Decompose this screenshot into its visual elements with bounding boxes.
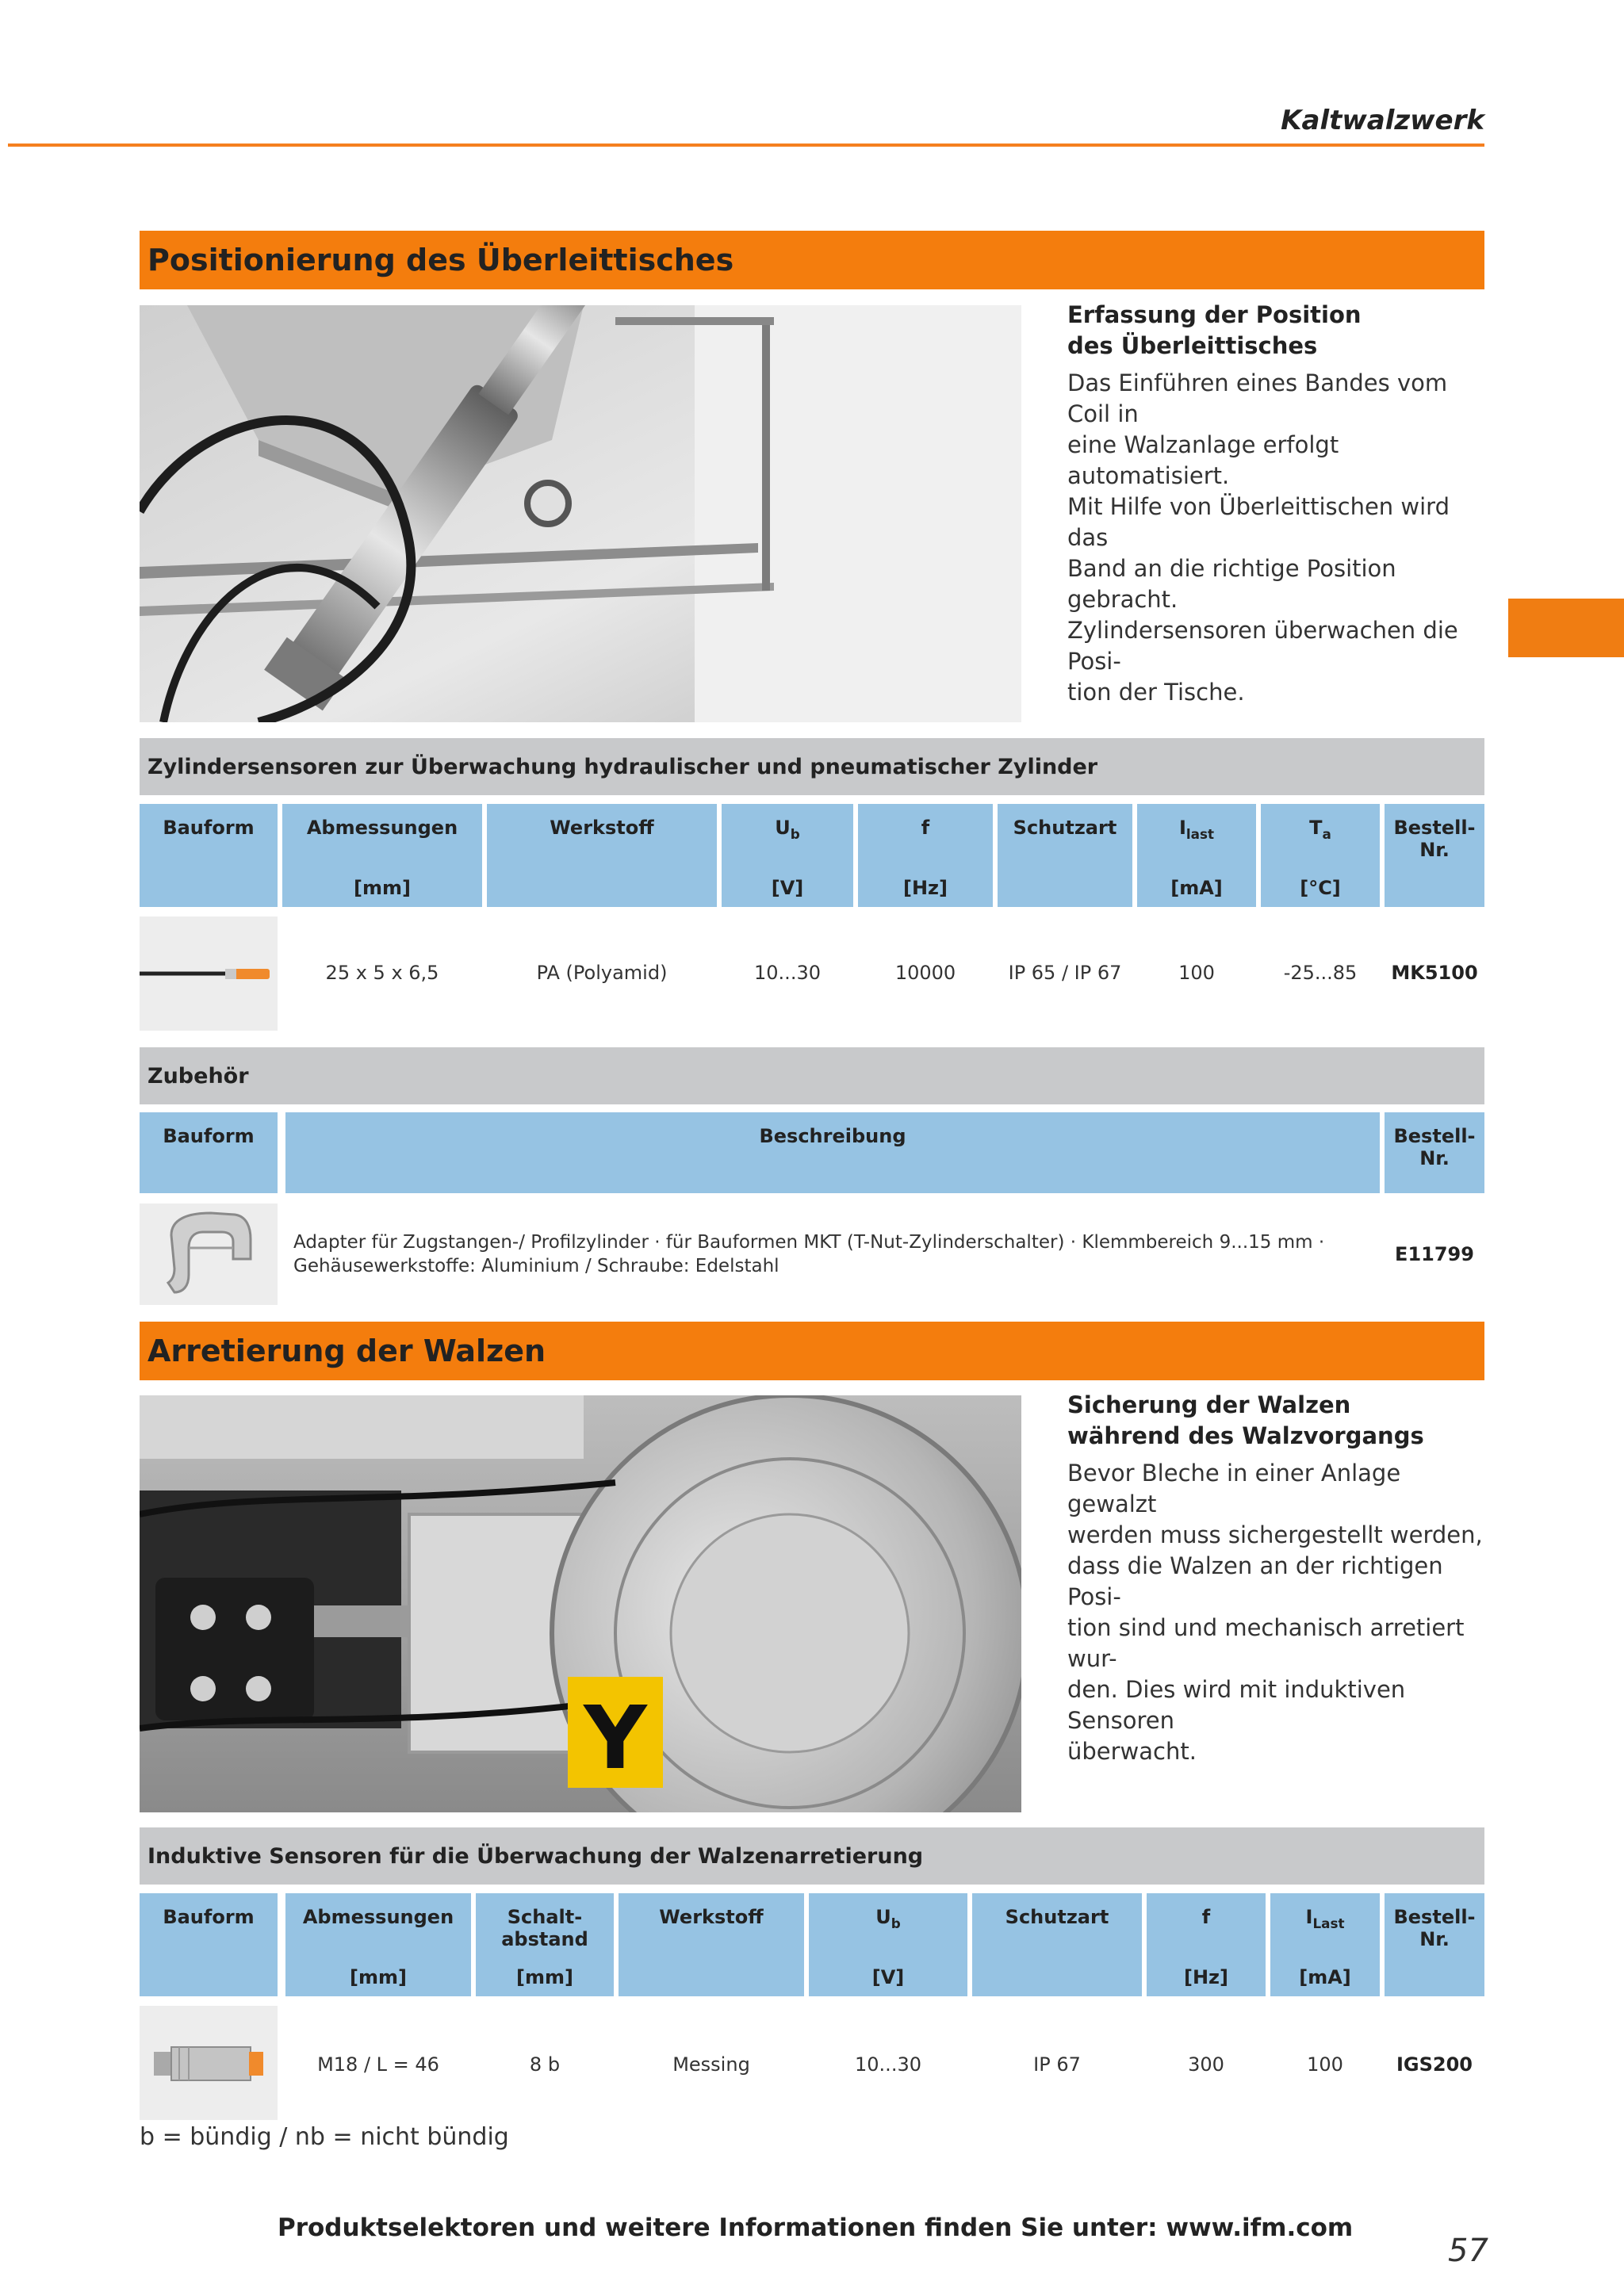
intro-text-line: Band an die richtige Position gebracht. <box>1067 555 1396 613</box>
column-header-ilast: $I_{Last}$ [mA] <box>1270 1893 1380 1996</box>
cell-ta: -25...85 <box>1283 962 1358 984</box>
intro-title: Erfassung der Position <box>1067 301 1362 328</box>
table-title-induktive-sensoren: Induktive Sensoren für die Überwachung der Walzenarretierung <box>140 1827 1484 1885</box>
column-header-f: f [Hz] <box>858 804 993 907</box>
column-header-werkstoff: Werkstoff <box>487 804 717 907</box>
intro-title: des Überleittisches <box>1067 332 1318 359</box>
page-number: 57 <box>1448 2233 1488 2269</box>
intro-text-line: Zylindersensoren überwachen die Posi- <box>1067 617 1458 675</box>
cell-werkstoff: PA (Polyamid) <box>536 962 668 984</box>
column-header-bestellnr: Bestell- Nr. <box>1385 1893 1484 1996</box>
section-title-arretierung: Arretierung der Walzen <box>140 1322 1484 1380</box>
column-header-bauform: Bauform <box>140 1893 278 1996</box>
intro-text-line: tion der Tische. <box>1067 679 1245 706</box>
column-header-bauform: Bauform <box>140 1112 278 1193</box>
cell-f: 10000 <box>894 962 956 984</box>
inductive-sensor-icon <box>140 2006 278 2120</box>
cell-ilast: 100 <box>1307 2053 1343 2076</box>
column-header-schutzart: Schutzart <box>972 1893 1142 1996</box>
product-image-e11799 <box>140 1203 278 1305</box>
cell-bestellnr: E11799 <box>1395 1243 1474 1265</box>
photo-walzenarretierung-illustration <box>140 1395 1021 1812</box>
intro-text-line: überwacht. <box>1067 1738 1197 1765</box>
section-title-positionierung: Positionierung des Überleittisches <box>140 231 1484 289</box>
intro-text-line: Mit Hilfe von Überleittischen wird das <box>1067 493 1450 551</box>
photo-ueberleittisch <box>140 305 1021 722</box>
column-header-bauform: Bauform <box>140 804 278 907</box>
intro-text-line: eine Walzanlage erfolgt automatisiert. <box>1067 431 1339 489</box>
table-title-zylindersensoren: Zylindersensoren zur Überwachung hydraulischer und pneumatischer Zylinder <box>140 738 1484 795</box>
intro-text-line: den. Dies wird mit induktiven Sensoren <box>1067 1676 1406 1734</box>
header-rule <box>8 144 1484 147</box>
column-header-ilast: $I_{last}$ [mA] <box>1137 804 1256 907</box>
intro-section2 <box>1067 1390 1484 1767</box>
cell-ub: 10...30 <box>855 2053 921 2076</box>
column-header-werkstoff: Werkstoff <box>619 1893 804 1996</box>
column-header-ub: $U_b$ [V] <box>722 804 853 907</box>
cell-bestellnr: IGS200 <box>1396 2053 1473 2076</box>
table-title-zubehoer: Zubehör <box>140 1047 1484 1104</box>
column-header-bestellnr: Bestell- Nr. <box>1385 1112 1484 1193</box>
sign-letter: Y <box>584 1687 647 1789</box>
photo-walzenarretierung <box>140 1395 1021 1812</box>
column-header-abmessungen: Abmessungen [mm] <box>282 804 482 907</box>
cell-schutzart: IP 67 <box>1033 2053 1081 2076</box>
column-header-ta: $T_a$ [°C] <box>1261 804 1380 907</box>
cell-f: 300 <box>1188 2053 1224 2076</box>
intro-section1 <box>1067 300 1484 708</box>
cell-beschreibung: Adapter für Zugstangen-/ Profilzylinder · für Bauformen MKT (T-Nut-Zylinderschalter) · Klemmbereich 9...15 mm · Gehäusewerkstoffe: Aluminium / Schraube: Edelstahl <box>293 1232 1325 1276</box>
adapter-icon <box>140 1203 278 1305</box>
chapter-tab <box>1508 599 1624 657</box>
cell-abmessungen: 25 x 5 x 6,5 <box>325 962 439 984</box>
running-head: Kaltwalzwerk <box>1281 105 1484 136</box>
column-header-ub: $U_b$ [V] <box>809 1893 967 1996</box>
intro-text-line: tion sind und mechanisch arretiert wur- <box>1067 1614 1465 1672</box>
intro-title: Sicherung der Walzen <box>1067 1391 1351 1418</box>
photo-ueberleittisch-illustration <box>140 305 1021 722</box>
footer-text: Produktselektoren und weitere Informationen finden Sie unter: www.ifm.com <box>278 2214 1354 2242</box>
cell-bestellnr: MK5100 <box>1391 962 1478 984</box>
column-header-schaltabstand: Schalt- abstand [mm] <box>476 1893 614 1996</box>
intro-text-line: Das Einführen eines Bandes vom Coil in <box>1067 369 1448 427</box>
column-header-f: f [Hz] <box>1147 1893 1266 1996</box>
cylinder-sensor-icon <box>140 916 278 1031</box>
product-image-igs200 <box>140 2006 278 2120</box>
cell-schutzart: IP 65 / IP 67 <box>1008 962 1122 984</box>
product-image-mk5100 <box>140 916 278 1031</box>
intro-text-line: Bevor Bleche in einer Anlage gewalzt <box>1067 1460 1401 1517</box>
column-header-schutzart: Schutzart <box>998 804 1132 907</box>
intro-text-line: werden muss sichergestellt werden, <box>1067 1521 1483 1548</box>
cell-abmessungen: M18 / L = 46 <box>317 2053 439 2076</box>
intro-title: während des Walzvorgangs <box>1067 1422 1424 1449</box>
intro-text-line: dass die Walzen an der richtigen Posi- <box>1067 1552 1443 1610</box>
column-header-beschreibung: Beschreibung <box>285 1112 1380 1193</box>
cell-ilast: 100 <box>1178 962 1215 984</box>
footnote: b = bündig / nb = nicht bündig <box>140 2123 509 2151</box>
column-header-abmessungen: Abmessungen [mm] <box>285 1893 471 1996</box>
cell-ub: 10...30 <box>754 962 821 984</box>
column-header-bestellnr: Bestell- Nr. <box>1385 804 1484 907</box>
cell-schaltabstand: 8 b <box>529 2053 561 2076</box>
cell-werkstoff: Messing <box>672 2053 750 2076</box>
